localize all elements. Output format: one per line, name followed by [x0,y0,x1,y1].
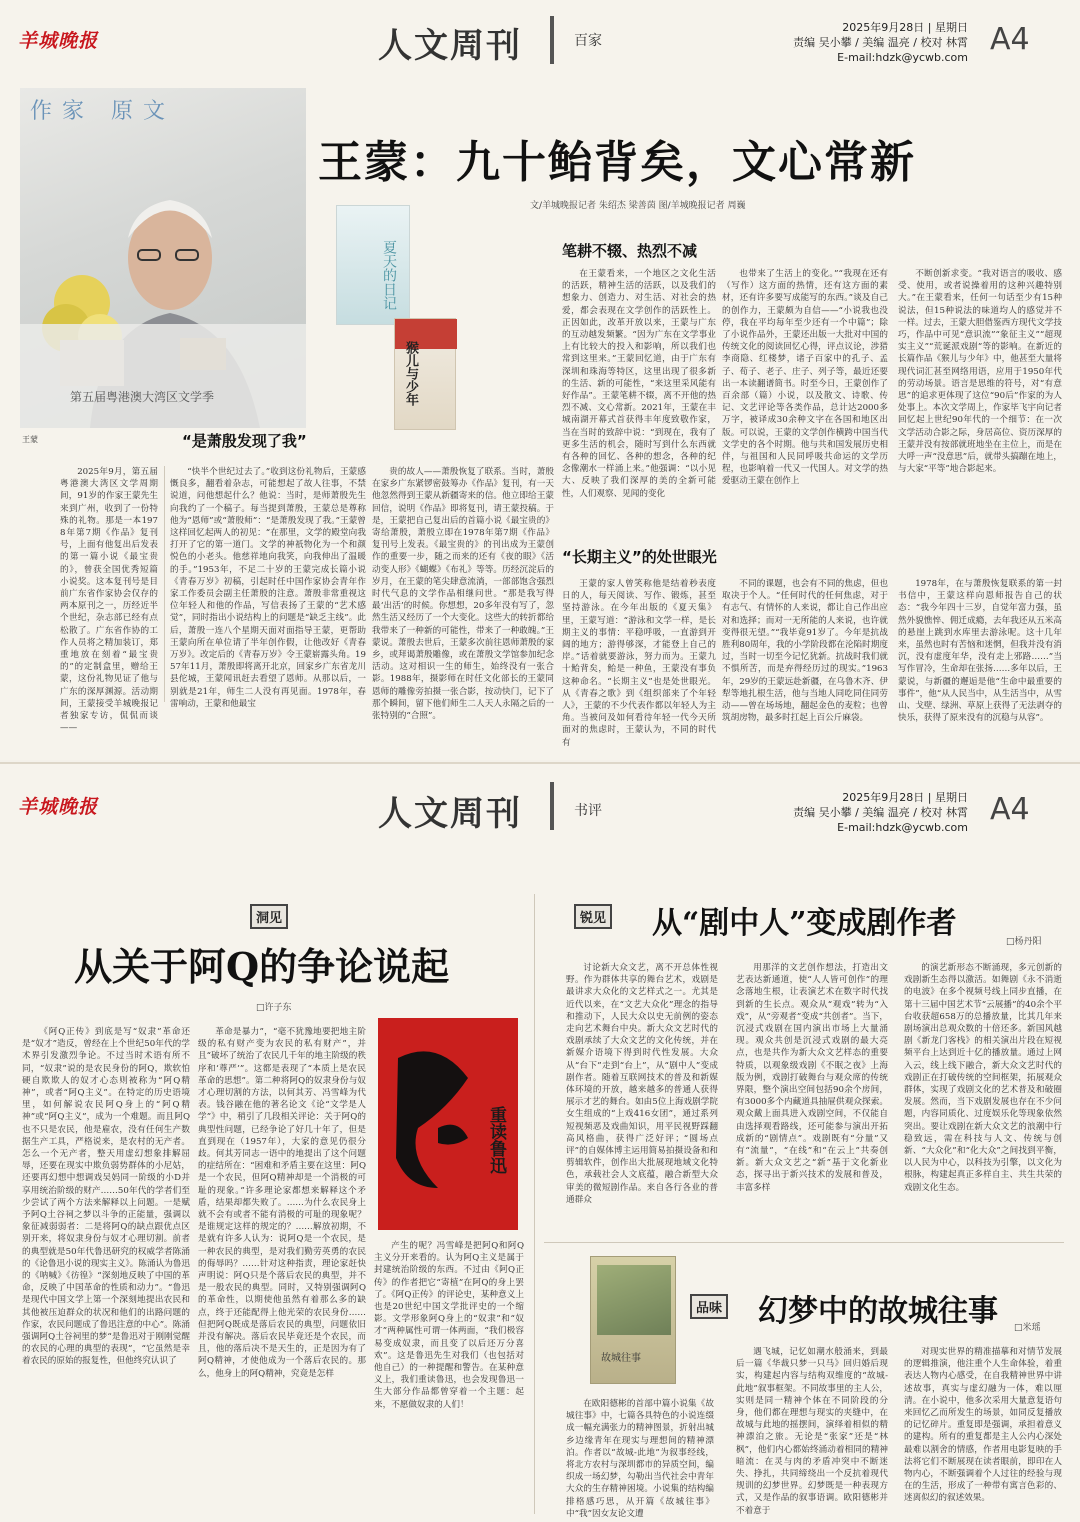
podium [20,324,306,428]
article-column-1: 2025年9月，第五届粤港澳大湾区文学周期间，91岁的作家王蒙先生来到广州，收到了一份特殊的礼物。那是一本1978年第7期《作品》复刊号，上面有他复出后发表的第一篇小说《最宝贵的》，曾获全国优秀短篇小说奖。这本复刊号是目前广东省作家协会仅存的两本原刊之一，历经近半个世纪，杂志部已经有点松散了。广东省作协的工作人员将之精加装订，郑重地放在刻着“最宝贵的”的定制盒里，赠给王蒙，这份礼物见证了他与广东的深厚渊源。活动期间，王蒙接受羊城晚报记者独家专访，侃侃而谈—— [60,467,158,734]
headline-drama: 从“剧中人”变成剧作者 [652,906,957,941]
page-1 [0,0,1080,760]
subhead-writing: 笔耕不辍、热烈不减 [562,242,698,260]
book-cover-old-town [590,1256,676,1384]
issue-meta [770,20,968,65]
old-town-book-title: 故城往事 [601,1353,641,1364]
subhead-xiaoyin: “是萧殷发现了我” [182,432,307,450]
issue-editors-2: 责编 吴小攀 / 美编 温亮 / 校对 林霄 [793,806,968,819]
byline-old-town: □米瑶 [1014,1323,1041,1333]
banner-text: 第五届粤港澳大湾区文学季 [70,390,215,404]
old-town-column-3: 对现实世界的精准描摹和对情节发展的逻辑推演，他注重个人生命体验，着重表达人物内心感受，在自我精神世界中讲述故事，真实与虚幻融为一体，难以厘清。在小说中，他多次采用大量意复语句来回忆乙而所发生的场景，如同反复播放的记忆碎片。重复即是强调，承担着意义的建构。所有的重复都是主人公内心深处最难以割舍的情感，作者用电影复映的手法将它们不断展现在读者眼前，即印在人物内心，不断强调着个人过往的经验与现在的生活，形成了一种带有寓言色彩的、迷离似幻的叙述效果。 [904,1347,1062,1504]
section-name-2: 书评 [574,803,602,819]
issue-email-2: E-mail:hdzk@ycwb.com [837,821,968,834]
book-cover-luxun [378,1018,518,1230]
issue-date: 2025年9月28日 | 星期日 [842,21,968,34]
book-title-summer: 夏天的日记 [381,240,397,310]
book-cover-illustration [597,1265,671,1335]
drama-column-1: 讨论新大众文艺，离不开总体性视野。作为群体共享的舞台艺术，戏剧是最讲求大众化的文艺样式之一。尤其是近代以来，在“文艺大众化”理念的指导和推动下，人民大众以史无前例的姿态走向艺术舞台中央。新大众文艺时代的戏剧承续了大众文艺的文化传统，并在新媒介语境下得到时代性发展。大众从“台下”走到“台上”，从“剧中人”变成剧作者。随着互联网技术的普及和新媒体环境的开放，越来越多的普通人获得展示才艺的舞台。如由5位上海戏剧学院女生组成的“上戏416女团”，通过系列短视频恶及戏曲知识，用平民视野踩翻高风格曲，获得广泛好评；“圆场点评”的自媒体博主运用简易拍摄设备和和剪辑软件，创作出大批展现地域文化特色，承载社会人文底蕴，融合新型大众审美的微短剧作品。来自各行各业的普通群众 [566,963,718,1205]
article-column-4: 在王蒙看来，一个地区之文化生活的活跃，精神生活的活跃，以及我们的想象力、创造力、对生活、对社会的热爱，都会表现在文学创作的活跃性上。正因如此，改革开放以来，王蒙与广东的互动越发频繁。“因为广东在文学事业上有比较大的投入和影响，所以我们也常到这里来。”王蒙回忆道，由于广东有深圳和珠海等特区，这里出现了很多新的生活、新的可能性，“来这里采风能有好作品”。王蒙笔耕不辍，离不开他的热烈不减、文心常新。2021年，王蒙在丰城南湖开幕式首获得丰年度致敬作家，当在当时的致辞中说：“到现在，我有了更多生活的机会，随时写到什么东西就有各种的回忆、各种的想念，各种的纪念像潮水一样涌上来。”他强调：“以小见大、反映了我们深厚的美的全新可能性，人们观察、见闻的变化 [562,269,716,499]
article-column-5: 也带来了生活上的变化。”“我现在还有（写作）这方面的热情，还有这方面的素材，还有许多要写成能写的东西。”谈及自己的创作力，王蒙颇为自信——“小说我也没停，我在平均每年至少还有一个中篇”；除了小说作品外，王蒙还出版一大批对中国的传统文化的阅读回忆心得，评点议论，涉猎李商隐、红楼梦，诸子百家中的孔子、孟子、荀子、老子、庄子、列子等，最近还要出一本读翻谱简书。时至今日，王蒙创作了百余部（篇）小说，以及散文、诗歌、传记、文艺评论等各类作品，总计达2000多万字，被译成30余种文字在各国和地区出版。可以说，王蒙的文学创作横跨中国当代文学史的各个时期。他与共和国发展历史相伴，与祖国和人民同呼吸共命运的文学历程，也影响着一代又一代国人。对文学的热爱驱动王蒙在创作上 [722,269,888,487]
tag-taste: 品味 [690,1294,728,1319]
supplement-title: 人文周刊 [378,26,522,66]
article-column-7: 王蒙的家人曾笑称他是结着秒表度日的人，每天阅读、写作、锻炼，甚至坚持游泳。在今年出版的《夏天集》里，王蒙写道：“游泳和文学一样，是长期主义的事情：平稳呼吸，一直游到开阔的地方；游得够深，才能登上自己的岸。”话着就要游泳，努力而为。王蒙九十鲐背矣，鲐是一种鱼，王蒙没有事负这种命名。“长期主义”也是处世眼光。从《青春之歌》到《组织部来了个年轻人》，王蒙的不少代表作都以年轻人为主角。当被问及如何看待年轻一代今天所面对的焦虑时，王蒙认为，不同的时代有 [562,579,716,748]
byline-drama: □杨丹阳 [1006,937,1042,947]
book-title-monkey: 猴儿与少年 [403,341,418,406]
photo-caption: 王蒙 [22,435,38,444]
tag-sharp-view: 锐见 [574,904,612,929]
section-name: 百家 [574,33,602,49]
page-number: A4 [990,22,1030,57]
old-town-column-1: 在欧阳德彬的首部中篇小说集《故城往事》中，七篇各具特色的小说连缀成一幅充满张力的精神图景，折射出城乡边缘青年在现实与理想间的精神漂泊。作者以“故城-此地”为叙事经线，将北方农村与深圳都市的异质空间，编织成一场幻梦，勾勒出当代社会中青年大众的生存精神困境。小说集的结构编排格感巧思，从开篇《故城往事》中“我”因女友论文遭 [566,1399,714,1519]
drama-column-2: 用那洋的文艺创作想法，打造出文艺表达新通道，使“人人皆可创作”的理念落地生根，让表演艺术在数字时代找到新的生长点。观众从“观戏”转为“入戏”，从“旁观者”变成“共创者”。当下，沉浸式戏剧在国内演出市场上大量涌现。观众共创是沉浸式戏剧的最大亮点，也是共作为新大众文艺样态的重要特质，以观象级戏剧《不眠之夜》上海版为例，戏剧打破舞台与观众席的传统界限，整个演出空间包括90余个房间，有3000多个内藏道具抽屉供观众探索。观众戴上面具进入戏剧空间，不仅能自由选择观看路线，还可能参与演出开拓成新的“剧情点”。戏剧既有“分量”又有“流量”，“在线”和“在云上”共奏创新。新大众文艺之“新”基于文化新业态，探寻出于新兴技术的发展和普及，丰富多样 [736,963,888,1193]
byline-ah-q: □许子东 [256,1003,292,1013]
article-column-9: 1978年，在与萧殷恢复联系的第一封书信中，王蒙这样向恩师报告自己的状态：“我今年四十三岁，自觉年富力强，虽然外貌憔悴、佣迁成瘾，去年我还从五米高的悬崖上跳到水库里去游泳呢。这十几年来，虽然也时有苦恼和迷惘，但我并没有消沉，没有虚度年华，没有走上邪路……”当写作冒冷，生命却在张扬……多年以后，王蒙说，与新疆的邂逅是他“生命中最重要的事件”，他“从人民当中，从生活当中，从雪山、戈壁、绿洲、草原上获得了无法剥夺的快乐，获得了原来没有的沉稳与从容”。 [898,579,1062,724]
issue-date-2: 2025年9月28日 | 星期日 [842,791,968,804]
ahq-column-2: 革命是暴力”，“毫不犹豫地要把地主阶级的私有财产变为农民的私有财产”，并且“破坏了统治了农民几千年的地主阶级的秩序和‘尊严’”。这都是表现了“本质上是农民革命的思想”。第二种将阿Q的奴隶身份与奴才心理切割的方法，以何其芳、冯雪峰为代表。钱谷融在他的著名论文《论“文学是人学”》中，稍引了几段相关评论：关于阿Q的典型性问题，已经争论了好几十年了，但是直到现在（1957年），大家的意见仍很分歧。何其芳同志一语中的地提出了这个问题的症结所在：“困难和矛盾主要在这里：阿Q是一个农民，但阿Q精神却是一个消极的可耻的现象。”许多理论家都想来解释这个矛盾，结果却都失败了。……为什么农民身上就不会有或者不能有消极的可耻的现象呢？是谁规定这样的规定的？……解放初期，不是就有许多人认为：说阿Q是一个农民，是一种农民的典型，是对我们勤劳英勇的农民的侮辱吗？……针对这种指责，理论家赶快声明说：阿Q只是个落后农民的典型，并不是一般农民的典型。同时，又特别强调阿Q的革命性，以期使他虽然有着那么多的缺点，终于还能配得上他光荣的农民身份……但把阿Q既成是落后农民的典型，问题依旧并没有解决。落后农民毕竟还是个农民，而且，他的落后决不是天生的，正是因为有了阿Q精神，才使他成为一个落后农民的。那么，他身上的阿Q精神，究竟是怎样 [198,1027,366,1379]
ahq-column-3: 产生的呢？冯雪峰是把阿Q和阿Q主义分开来看的。认为阿Q主义是属于封建统治阶级的东西。不过由《阿Q正传》的作者把它“寄植”在阿Q的身上罢了。《阿Q正传》的评论史，某种意义上也是20世纪中国文学批评史的一个缩影。文学形象阿Q身上的“奴隶”和“奴才”两种属性可谓一体两面，“我们极容易变成奴隶，而且变了以后还万分喜欢”。这是鲁迅先生对我们（也包括对他自己）的一种提醒和警告。在某种意义上，我们重读鲁迅，也会发现鲁迅一生大部分作品都曾穿着一个主题：起来，不愿做奴隶的人们！ [374,1241,524,1410]
article-column-3: 贵的故人——萧殷恢复了联系。当时，萧殷在家乡广东紧锣密鼓筹办《作品》复刊，有一天他忽然得到王蒙从新疆寄来的信。他立即给王蒙回信，说明《作品》即将复刊，请王蒙投稿。于是，王蒙把自己复出后的首篇小说《最宝贵的》寄给萧殷，萧殷立即在1978年第7期《作品》复刊号上发表。《最宝贵的》的刊出成为王蒙创作的重要一步，随之而来的还有《夜的眼》《活动变人形》《蝴蝶》《布礼》等等。历经沉淀后的岁月，在王蒙的笔尖肆意流淌，一部部饱含强烈时代气息的文学作品相继问世。“那是我写得最‘出活’的时候。你想想，20多年没有写了，忽然生活又经历了一个大变化。这些大的转折都给我带来了一种新的可能性，带来了一种敢魄。”王蒙说。萧殷去世后，王蒙多次前往恩师萧殷的家乡，或拜谒萧殷雕像，或在萧殷文学馆参加纪念活动。这对相识一生的师生，始终没有一张合影。1988年，摄影师在时任文化部长的王蒙同恩师的雕像旁拍摄一张合影，按动快门，记下了那个瞬间，留下他们师生二人天人永隔之后的一张特别的“合照”。 [372,467,554,722]
drama-column-3: 的演艺新形态不断涌现，多元创新的戏剧新生态得以激活。如舞剧《永不消逝的电波》在多个视频号线上同步直播，在第十三届中国艺术节“云展播”的40余个平台收获超658万的总播放量，比其几年来剧场演出总观众数的十倍还多。新国风越剧《新龙门客栈》的相关演出片段在短视频平台上达到近十亿的播放量。通过上网入云，线上线下融合，新大众文艺时代的戏剧正在打破传统的空间框架，拓展观众群体，实现了戏剧文化的艺术普及和破圈发展。然而，当下戏剧发展也存在不少问题，内容同质化、过度娱乐化等现象依然突出。要让戏剧在新大众文艺的浪潮中行稳致远，需在科技与人文、传统与创新、“大众化”和“化大众”之间找到平衡，以人民为中心，以科技为引擎，以文化为根脉，构建起真正多样自主、共生共荣的戏剧文化生态。 [904,963,1062,1193]
section-rule [544,1242,1064,1243]
issue-meta-2 [770,790,968,835]
issue-editors: 责编 吴小攀 / 美编 温亮 / 校对 林霄 [793,36,968,49]
page-divider [534,894,535,1514]
article-column-6: 不断创新求变。“我对语言的吸收、感受、使用，或者说操着用的这种兴趣特别大。”在王蒙看来，任何一句话至少有15种说法，但15种说法的味道均人的感觉并不一样。过去，王蒙大胆借鉴西方现代文学技巧，作品中可见“意识流”“象征主义”“超现实主义”“荒诞派戏剧”等的影响。在新近的长篇作品《猴儿与少年》中，他甚至大量将现代词汇甚至网络用语，应用于1950年代的劳动场景。语言是思维的符号，对“有意思”的追求更体现了这位“90后”作家的为人处事上。本次文学周上，作家毕飞宇向记者回忆起上世纪90年代的一个细节：在一次文学活动合影之际，身居高位、资历深厚的王蒙并没有按部就班地坐在主位上，而是在大呼一声“没意思”后，就带头搞蹦在地上，与大家“平等”地合影起来。 [898,269,1062,475]
article-column-8: 不同的课题，也会有不同的焦虑，但也取决于个人。“任何时代的任何焦虑，对于有志气、有情怀的人来说，都让自己作出应对和选择；而对一无所能的人来说，也许就变得很无望。”“我毕竟91岁了。今年是抗战胜利80周年，我的小学阶段都在沦陷时期度过，当时一切至今记忆犹新。抗战时我们就不惧所苦，而是弃得经历过的现实。”1963年，29岁的王蒙远赴新疆，在乌鲁木齐、伊犁等地扎根生活，他与当地人同吃同住同劳动——曾在场场地，翻起金色的麦粒；也曾筑胡房物，最多时扛起上百公斤麻袋。 [722,579,888,724]
newspaper-logo: 羊城晚报 [18,30,99,52]
book-cover-monkey [394,318,456,430]
page-2 [0,762,1080,1522]
headline-ah-q: 从关于阿Q的争论说起 [74,944,450,989]
tag-insight: 洞见 [250,904,288,929]
divider-bar-2 [550,782,554,830]
page1-headline: 王蒙：九十鲐背矣，文心常新 [318,137,916,188]
ahq-column-1: 《阿Q正传》到底是写“奴隶”革命还是“奴才”造反，曾经在上个世纪50年代的学术界引发激烈争论。不过当时术语有所不同，“奴隶”说的是农民身份的阿Q，欺软怕硬自欺欺人的奴才心态则被称为“阿Q精神”，或者“阿Q主义”。在特定的历史语境里，如何解说农民阿Q身上的“阿Q精神”或“阿Q主义”，成为一个难题。而且阿Q也不只是农民，他是雇农，没有任何生产数据生产工具，严格说来，是农村的无产者。怎么一个无产者，整天用虚幻想象排解屈辱，还要在现实中欺负弱势群体的小尼姑，还要再幻想中想调戏吴妈同一阶级的小D并享用统治阶级的财产……50年代的学者们至少尝试了两个方法来解释以上问题。一是赋予阿Q土谷祠之梦以斗争的正能量，强调以象征减弱弱者：二是将阿Q的缺点跟优点区别开来，将奴隶身份与奴才心理切割。前者的典型就是50年代鲁迅研究的权威学者陈涌的《论鲁迅小说的现实主义》。陈涌认为鲁迅的《呐喊》《彷徨》“深刻地反映了中国的革命，反映了中国革命的性质和动力”。“鲁迅是现代中国文学上第一个深刻地提出农民和其他被压迫群众的状况和他们的出路问题的作家，农民问题成了鲁迅注意的中心”。陈涌强调阿Q土谷祠里的梦“是鲁迅对于刚刚觉醒的农民的心理的典型的表现”，“它虽然是幸着农民的原始的报复性，但他终究认识了 [22,1027,190,1367]
subhead-longterm: “长期主义”的处世眼光 [562,548,717,566]
wang-meng-photo [20,88,306,428]
issue-email: E-mail:hdzk@ycwb.com [837,51,968,64]
luxun-book-title: 重读鲁迅 [486,1106,506,1174]
page1-byline: 文/羊城晚报记者 朱绍杰 梁善茵 图/羊城晚报记者 周巍 [530,201,746,211]
column-rule [164,466,165,702]
headline-old-town: 幻梦中的故城往事 [758,1294,998,1329]
photo-backdrop-text: 作家 原文 [30,99,175,124]
article-column-2: “快半个世纪过去了。”收到这份礼物后，王蒙感慨良多，翻看着杂志，可能想起了故人往事，不禁说道，问他想起什么？他说：当时，是师萧殷先生向我约了一个稿子。每当提到萧殷，王蒙总是尊称他为“恩师”或“萧殷师”：“是萧殷发现了我。”王蒙曾这样回忆起两人的初见：“在那里，文学的殿堂向我打开了它的第一道门。文学的神祇物化为一个和颜悦色的小老头。他慈祥地向我笑，向我伸出了温暖的手。”1953年，不足二十岁的王蒙完成长篇小说《青春万岁》初稿，引起时任中国作家协会青年作家工作委员会副主任萧殷的注意。萧殷非常重视这位年轻人和他的作品，写信表扬了王蒙的“艺术感觉”，同时指出小说结构上的问题是“缺乏主线”。此后，萧殷一连八个星期天面对面指导王蒙，更帮助王蒙向所在单位请了半年创作假，让他改好《青春万岁》。改定后的《青春万岁》令王蒙崭露头角。1957年11月，萧殷即将离开北京，回家乡广东省龙川县佗城，王蒙闻讯赶去看望了恩师。从那以后，一别就是21年，师生二人没有再见面。1978年，春雷响动，王蒙和他最宝 [170,467,366,709]
supplement-title-2: 人文周刊 [378,794,522,834]
book-cover-summer [336,205,410,325]
old-town-column-2: 遇飞城，记忆如潮水般涌来，到最后一篇《华裁只梦一只马》回归婚后现实，构建起内容与结构双维度的“故城-此地”叙事框架。不同故事里的主人公，实则是同一精神个体在不同阶段的分身，他们都在理想与现实的夹缝中，在故城与此地的摇摆间，演绎着相似的精神漂泊之旅。无论是“张家”还是“林枫”，他们内心都始终涌动着相同的精神暗流：在灵与肉的矛盾冲突中不断迷失、挣扎，共同缔绕出一个反抗着现代规训的幻梦世界。幻梦既是一种表现方式，又是作品的叙事语调。欧阳德彬并不着意于 [736,1347,888,1516]
newspaper-logo-2: 羊城晚报 [18,796,99,818]
page-number-2: A4 [990,792,1030,827]
divider-bar [550,16,554,64]
